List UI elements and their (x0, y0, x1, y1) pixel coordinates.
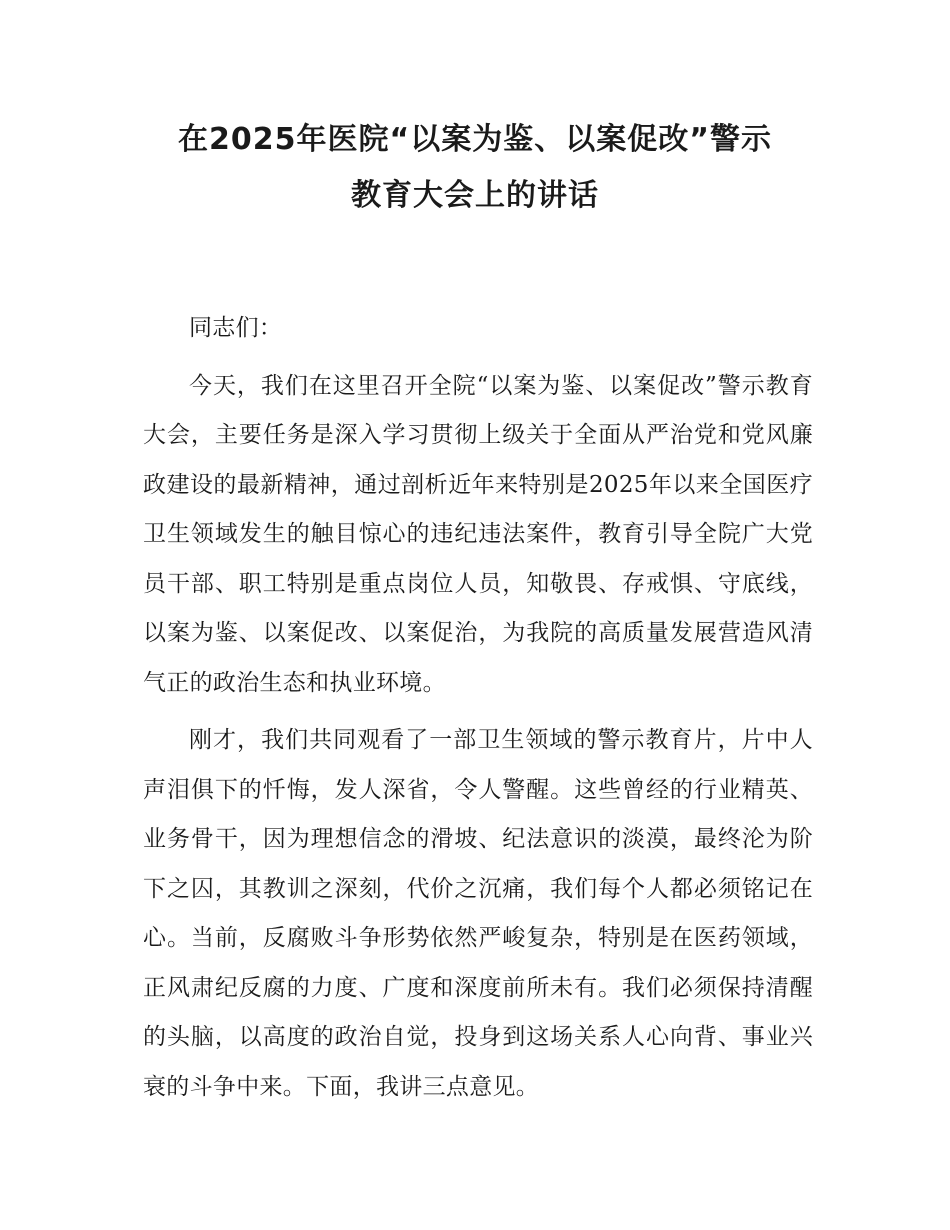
salutation: 同志们： (189, 315, 283, 341)
paragraph-2: 刚才，我们共同观看了一部卫生领域的警示教育片，片中人声泪俱下的忏悔，发人深省，令人警醒。这些曾经的行业精英、业务骨干，因为理想信念的滑坡、纪法意识的淡漠，最终沦为阶下之囚，其教训之深刻，代价之沉痛，我们每个人都必须铭记在心。当前，反腐败斗争形势依然严峻复杂，特别是在医药领域，正风肃纪反腐的力度、广度和深度前所未有。我们必须保持清醒的头脑，以高度的政治自觉，投身到这场关系人心向背、事业兴衰的斗争中来。下面，我讲三点意见。 (143, 727, 813, 1100)
document-title (120, 112, 830, 224)
document-body (143, 304, 813, 1112)
title-line-2: 教育大会上的讲话 (351, 178, 599, 213)
title-line-1: 在2025年医院“以案为鉴、以案促改”警示 (178, 122, 772, 157)
paragraph-1: 今天，我们在这里召开全院“以案为鉴、以案促改”警示教育大会，主要任务是深入学习贯彻上级关于全面从严治党和党风廉政建设的最新精神，通过剖析近年来特别是2025年以来全国医疗卫生领域发生的触目惊心的违纪违法案件，教育引导全院广大党员干部、职工特别是重点岗位人员，知敬畏、存戒惧、守底线，以案为鉴、以案促改、以案促治，为我院的高质量发展营造风清气正的政治生态和执业环境。 (143, 372, 813, 696)
